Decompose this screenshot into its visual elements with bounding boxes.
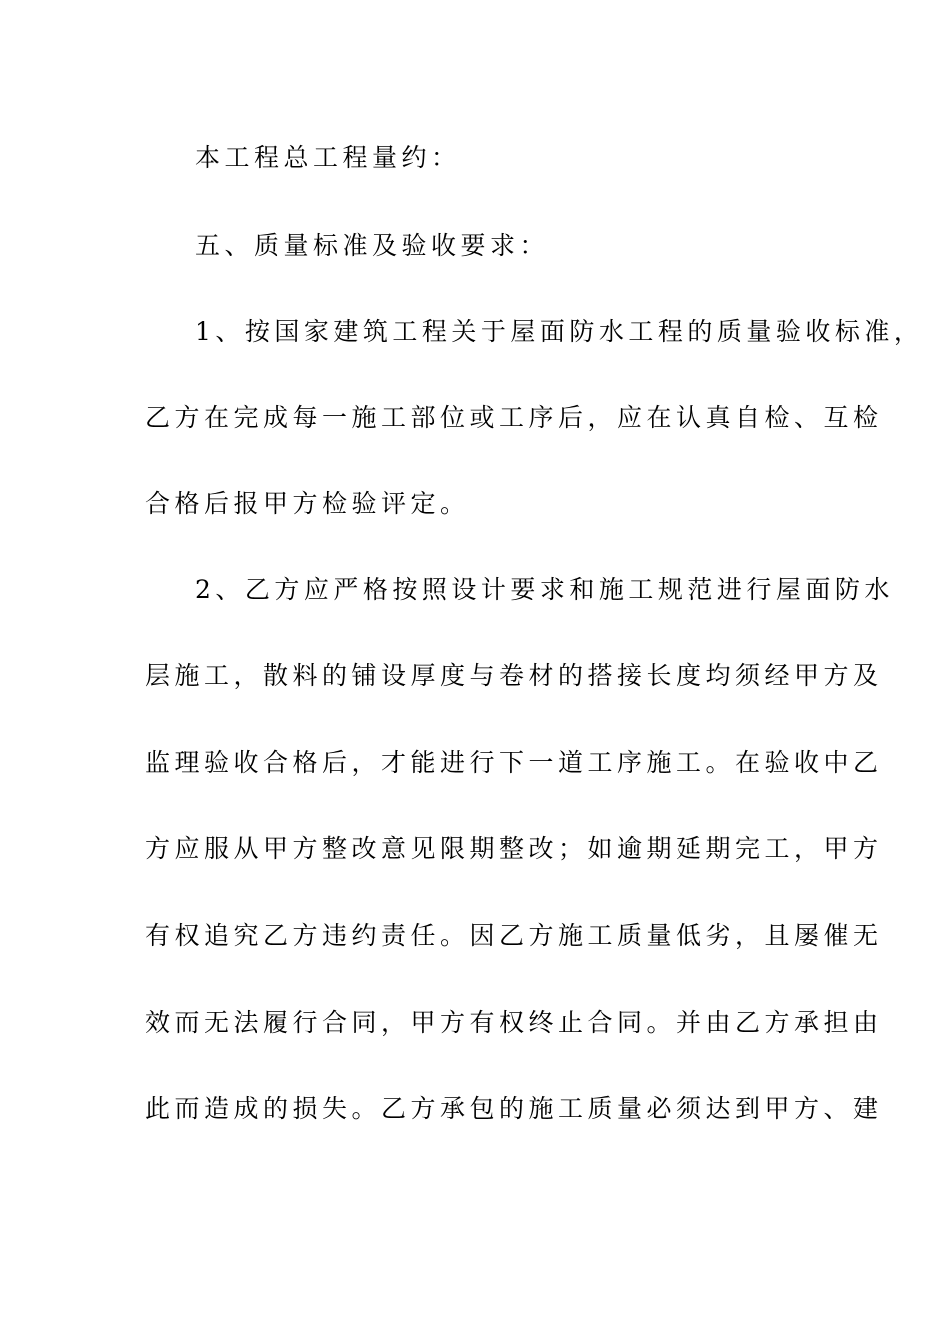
- text-line: 层施工，散料的铺设厚度与卷材的搭接长度均须经甲方及: [145, 661, 883, 690]
- text-line: 合格后报甲方检验评定。: [145, 489, 470, 518]
- text-line-clause-1-start: 1、按国家建筑工程关于屋面防水工程的质量验收标准，: [195, 317, 924, 346]
- text-line: 效而无法履行合同，甲方有权终止合同。并由乙方承担由: [145, 1008, 883, 1037]
- text-line-intro: 本工程总工程量约：: [195, 143, 461, 172]
- text-line: 方应服从甲方整改意见限期整改；如逾期延期完工，甲方: [145, 834, 883, 863]
- section-heading: 五、质量标准及验收要求：: [195, 231, 550, 260]
- text-line: 乙方在完成每一施工部位或工序后，应在认真自检、互检: [145, 403, 883, 432]
- text-line-clause-2-start: 2、乙方应严格按照设计要求和施工规范进行屋面防水: [195, 575, 894, 604]
- text-line: 监理验收合格后，才能进行下一道工序施工。在验收中乙: [145, 748, 883, 777]
- text-line: 此而造成的损失。乙方承包的施工质量必须达到甲方、建: [145, 1094, 883, 1123]
- text-line: 有权追究乙方违约责任。因乙方施工质量低劣，且屡催无: [145, 921, 883, 950]
